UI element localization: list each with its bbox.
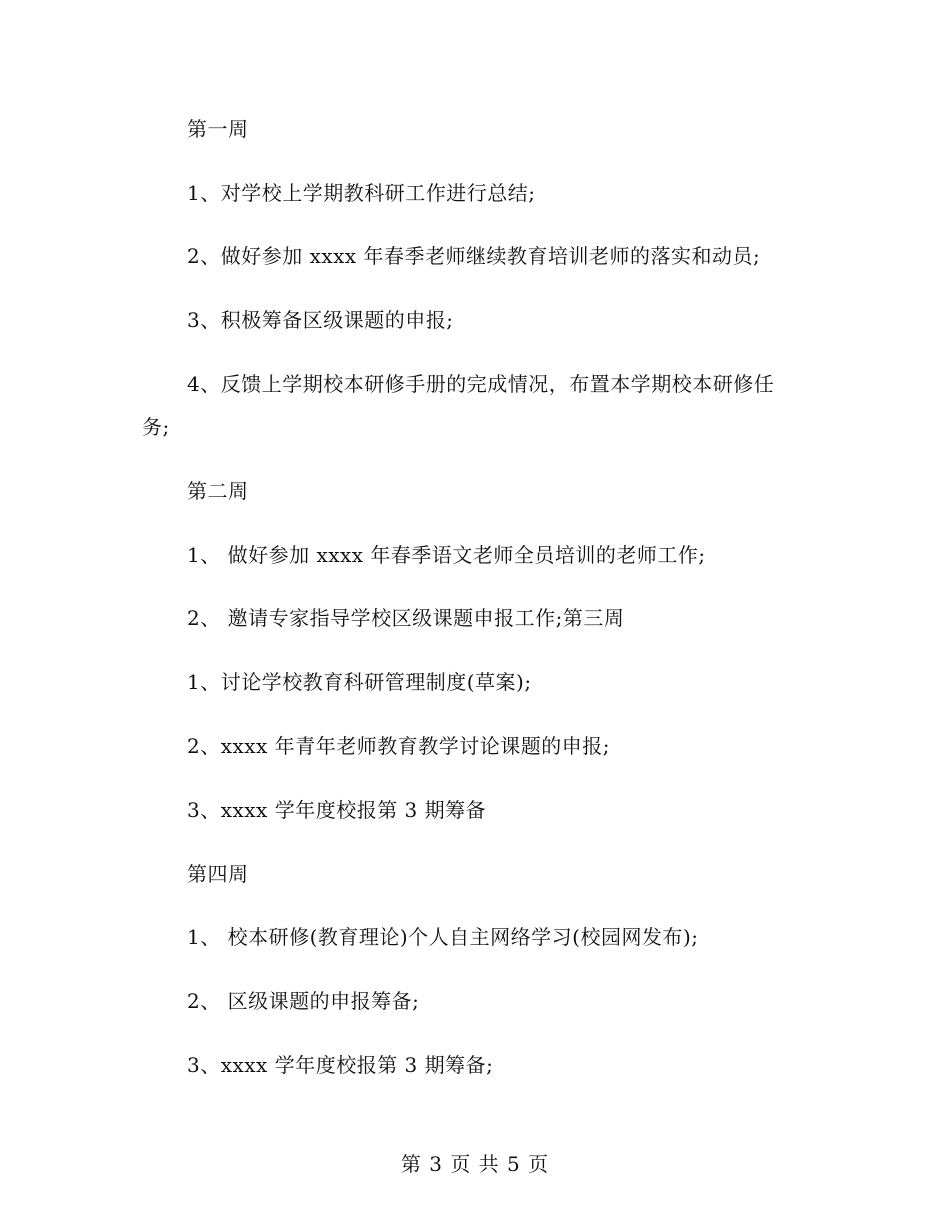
week1-item-4-continued: 务; <box>142 415 170 439</box>
heading-week-2: 第二周 <box>187 479 249 503</box>
heading-week-1: 第一周 <box>187 117 249 141</box>
week3-item-2: 2、xxxx 年青年老师教育教学讨论课题的申报; <box>187 734 610 758</box>
heading-week-4: 第四周 <box>187 862 249 886</box>
week4-item-2: 2、 区级课题的申报筹备; <box>187 989 420 1013</box>
week3-item-1: 1、讨论学校教育科研管理制度(草案); <box>187 670 532 694</box>
page-number-footer: 第 3 页 共 5 页 <box>400 1152 550 1176</box>
week2-item-2: 2、 邀请专家指导学校区级课题申报工作;第三周 <box>187 606 625 630</box>
week4-item-3: 3、xxxx 学年度校报第 3 期筹备; <box>187 1053 494 1077</box>
week1-item-1: 1、对学校上学期教科研工作进行总结; <box>187 181 536 205</box>
week1-item-4: 4、反馈上学期校本研修手册的完成情况，布置本学期校本研修任 <box>187 372 775 396</box>
week4-item-1: 1、 校本研修(教育理论)个人自主网络学习(校园网发布); <box>187 925 699 949</box>
week1-item-2: 2、做好参加 xxxx 年春季老师继续教育培训老师的落实和动员; <box>187 244 761 268</box>
week2-item-1: 1、 做好参加 xxxx 年春季语文老师全员培训的老师工作; <box>187 543 706 567</box>
week1-item-3: 3、积极筹备区级课题的申报; <box>187 308 454 332</box>
week3-item-3: 3、xxxx 学年度校报第 3 期筹备 <box>187 798 487 822</box>
